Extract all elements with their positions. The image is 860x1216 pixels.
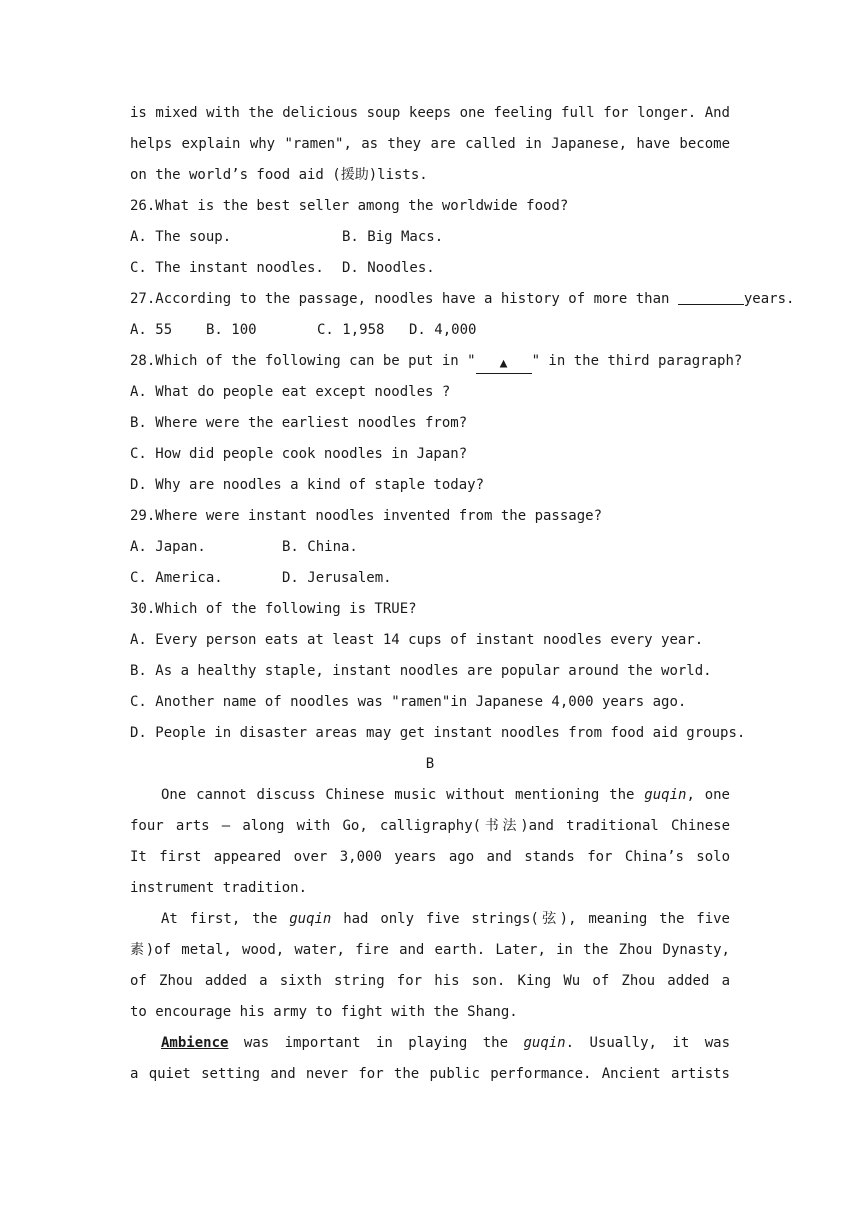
option-a: A. Japan. [130, 539, 206, 555]
option-d: D. Jerusalem. [282, 570, 392, 586]
options-row [130, 222, 730, 253]
option-a: A. What do people eat except noodles ? [130, 384, 451, 400]
question-stem-27 [130, 284, 795, 315]
option-d: D. Why are noodles a kind of staple today? [130, 477, 485, 493]
paragraph-line [130, 780, 730, 811]
question-stem-29: 29.Where were instant noodles invented from the passage? [130, 508, 603, 524]
passage-line: is mixed with the delicious soup keeps one feeling full for longer. And [130, 105, 730, 121]
option-b: B. China. [282, 539, 358, 555]
question-stem-28 [130, 346, 743, 377]
text: , one [686, 787, 730, 803]
option-d: D. People in disaster areas may get instant noodles from food aid groups. [130, 725, 746, 741]
passage-line: helps explain why "ramen", as they are called in Japanese, have become [130, 136, 730, 152]
option-b: B. Big Macs. [342, 229, 444, 245]
stem-text: 28.Which of the following can be put in " [130, 353, 476, 369]
stem-text: years. [743, 291, 795, 307]
text: had only five strings(弦), meaning the five [343, 911, 730, 927]
paragraph-line: It first appeared over 3,000 years ago and stands for China’s solo [130, 849, 730, 865]
paragraph-line [130, 904, 730, 935]
term-guqin: guqin [644, 787, 687, 803]
paragraph-line: 素)of metal, wood, water, fire and earth. Later, in the Zhou Dynasty, [130, 942, 730, 958]
option-c: C. America. [130, 570, 223, 586]
question-stem-30: 30.Which of the following is TRUE? [130, 601, 417, 617]
term-guqin: guqin [289, 911, 332, 927]
text: At first, the [161, 911, 290, 927]
option-c: C. Another name of noodles was "ramen"in Japanese 4,000 years ago. [130, 694, 687, 710]
options-row [130, 315, 730, 346]
paragraph-line [130, 1028, 730, 1059]
passage-line: on the world’s food aid (援助)lists. [130, 167, 428, 183]
document-page [130, 98, 795, 1090]
option-a: A. 55 [130, 322, 173, 338]
option-a: A. The soup. [130, 229, 232, 245]
stem-text: 27.According to the passage, noodles have a history of more than [130, 291, 678, 307]
answer-blank [678, 290, 744, 305]
option-b: B. 100 [206, 322, 257, 338]
paragraph-line: to encourage his army to fight with the Shang. [130, 1004, 518, 1020]
option-b: B. As a healthy staple, instant noodles are popular around the world. [130, 663, 712, 679]
option-a: A. Every person eats at least 14 cups of instant noodles every year. [130, 632, 704, 648]
option-c: C. 1,958 [317, 322, 385, 338]
options-row [130, 532, 730, 563]
option-c: C. How did people cook noodles in Japan? [130, 446, 468, 462]
option-b: B. Where were the earliest noodles from? [130, 415, 468, 431]
text: was important in playing the [228, 1035, 524, 1051]
section-heading: B [425, 756, 435, 772]
options-row [130, 253, 730, 284]
text: . Usually, it was [565, 1035, 730, 1051]
options-row [130, 563, 730, 594]
underlined-word: Ambience [161, 1035, 229, 1051]
option-c: C. The instant noodles. [130, 260, 324, 276]
paragraph-line: of Zhou added a sixth string for his son. King Wu of Zhou added a [130, 973, 730, 989]
paragraph-line: four arts — along with Go, calligraphy(书法)and traditional Chinese [130, 818, 730, 834]
paragraph-line: instrument tradition. [130, 880, 308, 896]
stem-text: " in the third paragraph? [531, 353, 743, 369]
term-guqin: guqin [523, 1035, 566, 1051]
triangle-marker-blank: ▲ [476, 357, 532, 374]
text: One cannot discuss Chinese music without mentioning the [161, 787, 645, 803]
option-d: D. Noodles. [342, 260, 435, 276]
option-d: D. 4,000 [409, 322, 477, 338]
question-stem-26: 26.What is the best seller among the worldwide food? [130, 198, 569, 214]
paragraph-line: a quiet setting and never for the public performance. Ancient artists [130, 1066, 730, 1082]
